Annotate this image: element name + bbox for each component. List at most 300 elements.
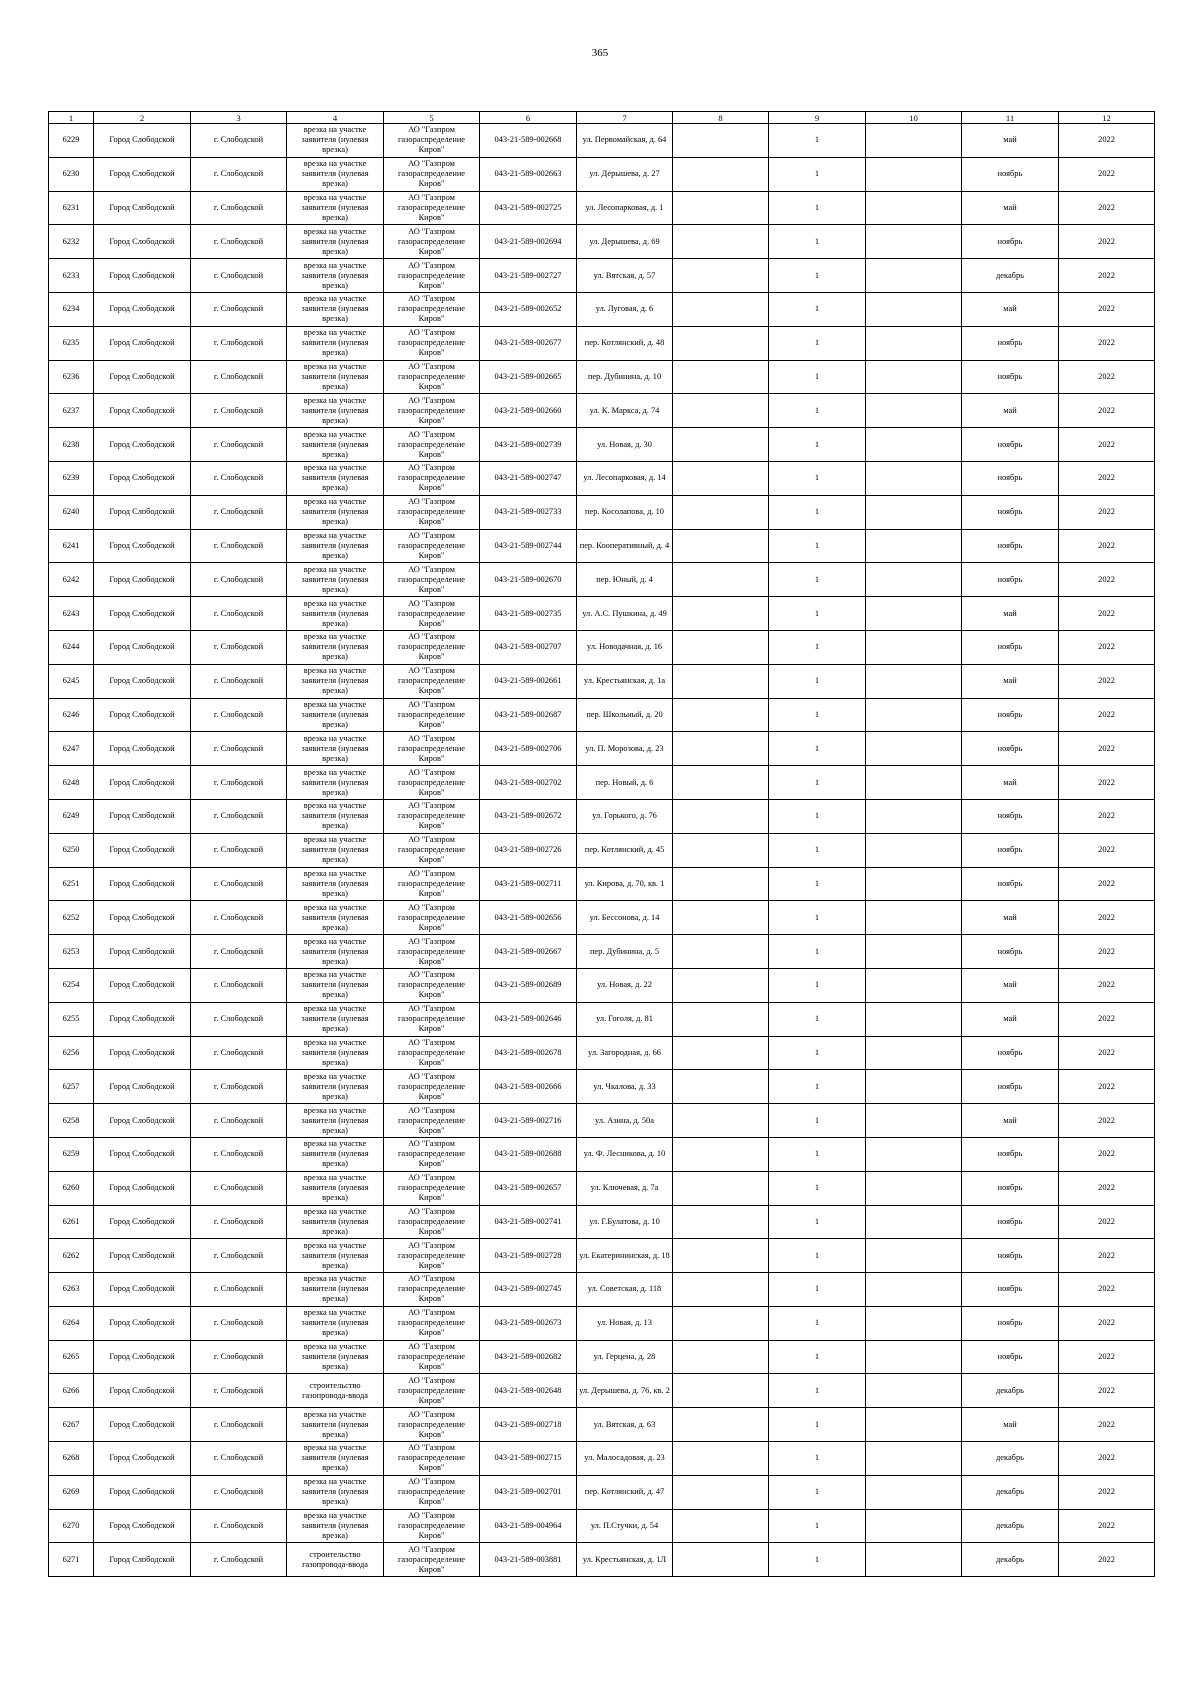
quantity-cell: 1 bbox=[769, 529, 866, 563]
municipality-cell: Город Слободской bbox=[94, 1239, 191, 1273]
row-number: 6260 bbox=[49, 1171, 94, 1205]
row-number: 6229 bbox=[49, 124, 94, 158]
column-10-cell bbox=[866, 428, 962, 462]
quantity-cell: 1 bbox=[769, 867, 866, 901]
column-8-cell bbox=[673, 495, 769, 529]
column-header: 5 bbox=[384, 112, 480, 124]
locality-cell: г. Слободской bbox=[191, 292, 287, 326]
locality-cell: г. Слободской bbox=[191, 191, 287, 225]
column-header: 6 bbox=[480, 112, 577, 124]
month-cell: ноябрь bbox=[962, 833, 1059, 867]
month-cell: декабрь bbox=[962, 1509, 1059, 1543]
work-type-cell: врезка на участке заявителя (нулевая врезка) bbox=[287, 225, 384, 259]
municipality-cell: Город Слободской bbox=[94, 935, 191, 969]
table-row bbox=[49, 529, 1155, 563]
locality-cell: г. Слободской bbox=[191, 732, 287, 766]
address-cell: ул. П.Стучки, д. 54 bbox=[577, 1509, 673, 1543]
column-8-cell bbox=[673, 1171, 769, 1205]
quantity-cell: 1 bbox=[769, 901, 866, 935]
code-cell: 043-21-589-002678 bbox=[480, 1036, 577, 1070]
work-type-cell: строительство газопровода-ввода bbox=[287, 1374, 384, 1408]
address-cell: ул. Кирова, д. 70, кв. 1 bbox=[577, 867, 673, 901]
row-number: 6268 bbox=[49, 1442, 94, 1476]
column-10-cell bbox=[866, 664, 962, 698]
column-10-cell bbox=[866, 833, 962, 867]
year-cell: 2022 bbox=[1059, 292, 1155, 326]
work-type-cell: врезка на участке заявителя (нулевая врезка) bbox=[287, 292, 384, 326]
column-10-cell bbox=[866, 360, 962, 394]
quantity-cell: 1 bbox=[769, 157, 866, 191]
locality-cell: г. Слободской bbox=[191, 935, 287, 969]
locality-cell: г. Слободской bbox=[191, 259, 287, 293]
address-cell: ул. Новая, д. 30 bbox=[577, 428, 673, 462]
column-8-cell bbox=[673, 394, 769, 428]
row-number: 6244 bbox=[49, 630, 94, 664]
municipality-cell: Город Слободской bbox=[94, 1036, 191, 1070]
code-cell: 043-21-589-002670 bbox=[480, 563, 577, 597]
code-cell: 043-21-589-002677 bbox=[480, 326, 577, 360]
row-number: 6270 bbox=[49, 1509, 94, 1543]
address-cell: ул. А.С. Пушкина, д. 49 bbox=[577, 597, 673, 631]
year-cell: 2022 bbox=[1059, 968, 1155, 1002]
year-cell: 2022 bbox=[1059, 732, 1155, 766]
table-row bbox=[49, 1104, 1155, 1138]
municipality-cell: Город Слободской bbox=[94, 1171, 191, 1205]
column-8-cell bbox=[673, 901, 769, 935]
quantity-cell: 1 bbox=[769, 225, 866, 259]
organization-cell: АО "Газпром газораспределение Киров" bbox=[384, 698, 480, 732]
quantity-cell: 1 bbox=[769, 1205, 866, 1239]
municipality-cell: Город Слободской bbox=[94, 292, 191, 326]
quantity-cell: 1 bbox=[769, 124, 866, 158]
month-cell: ноябрь bbox=[962, 157, 1059, 191]
year-cell: 2022 bbox=[1059, 664, 1155, 698]
organization-cell: АО "Газпром газораспределение Киров" bbox=[384, 360, 480, 394]
code-cell: 043-21-589-002725 bbox=[480, 191, 577, 225]
month-cell: декабрь bbox=[962, 1442, 1059, 1476]
work-type-cell: врезка на участке заявителя (нулевая врезка) bbox=[287, 698, 384, 732]
column-8-cell bbox=[673, 867, 769, 901]
quantity-cell: 1 bbox=[769, 1306, 866, 1340]
column-8-cell bbox=[673, 326, 769, 360]
municipality-cell: Город Слободской bbox=[94, 1509, 191, 1543]
address-cell: ул. Ключевая, д. 7а bbox=[577, 1171, 673, 1205]
month-cell: май bbox=[962, 968, 1059, 1002]
column-8-cell bbox=[673, 124, 769, 158]
code-cell: 043-21-589-002728 bbox=[480, 1239, 577, 1273]
row-number: 6271 bbox=[49, 1543, 94, 1577]
address-cell: ул. Малосадовая, д. 23 bbox=[577, 1442, 673, 1476]
code-cell: 043-21-589-002707 bbox=[480, 630, 577, 664]
header-row bbox=[49, 112, 1155, 124]
code-cell: 043-21-589-002688 bbox=[480, 1137, 577, 1171]
row-number: 6254 bbox=[49, 968, 94, 1002]
work-type-cell: врезка на участке заявителя (нулевая врезка) bbox=[287, 766, 384, 800]
row-number: 6245 bbox=[49, 664, 94, 698]
column-10-cell bbox=[866, 563, 962, 597]
column-10-cell bbox=[866, 1475, 962, 1509]
column-8-cell bbox=[673, 1002, 769, 1036]
locality-cell: г. Слободской bbox=[191, 664, 287, 698]
quantity-cell: 1 bbox=[769, 833, 866, 867]
address-cell: ул. К. Маркса, д. 74 bbox=[577, 394, 673, 428]
table-row bbox=[49, 1306, 1155, 1340]
municipality-cell: Город Слободской bbox=[94, 664, 191, 698]
organization-cell: АО "Газпром газораспределение Киров" bbox=[384, 732, 480, 766]
municipality-cell: Город Слободской bbox=[94, 597, 191, 631]
quantity-cell: 1 bbox=[769, 968, 866, 1002]
municipality-cell: Город Слободской bbox=[94, 1408, 191, 1442]
column-8-cell bbox=[673, 698, 769, 732]
organization-cell: АО "Газпром газораспределение Киров" bbox=[384, 225, 480, 259]
column-10-cell bbox=[866, 935, 962, 969]
locality-cell: г. Слободской bbox=[191, 766, 287, 800]
month-cell: декабрь bbox=[962, 1374, 1059, 1408]
quantity-cell: 1 bbox=[769, 1543, 866, 1577]
column-8-cell bbox=[673, 1340, 769, 1374]
table-row bbox=[49, 394, 1155, 428]
address-cell: ул. Загородная, д. 66 bbox=[577, 1036, 673, 1070]
locality-cell: г. Слободской bbox=[191, 1543, 287, 1577]
year-cell: 2022 bbox=[1059, 360, 1155, 394]
month-cell: ноябрь bbox=[962, 1205, 1059, 1239]
organization-cell: АО "Газпром газораспределение Киров" bbox=[384, 1104, 480, 1138]
organization-cell: АО "Газпром газораспределение Киров" bbox=[384, 1442, 480, 1476]
row-number: 6235 bbox=[49, 326, 94, 360]
code-cell: 043-21-589-002702 bbox=[480, 766, 577, 800]
column-10-cell bbox=[866, 157, 962, 191]
year-cell: 2022 bbox=[1059, 529, 1155, 563]
year-cell: 2022 bbox=[1059, 1306, 1155, 1340]
municipality-cell: Город Слободской bbox=[94, 766, 191, 800]
organization-cell: АО "Газпром газораспределение Киров" bbox=[384, 1408, 480, 1442]
row-number: 6247 bbox=[49, 732, 94, 766]
code-cell: 043-21-589-002682 bbox=[480, 1340, 577, 1374]
organization-cell: АО "Газпром газораспределение Киров" bbox=[384, 1543, 480, 1577]
locality-cell: г. Слободской bbox=[191, 901, 287, 935]
locality-cell: г. Слободской bbox=[191, 1002, 287, 1036]
column-10-cell bbox=[866, 1408, 962, 1442]
quantity-cell: 1 bbox=[769, 326, 866, 360]
address-cell: ул. Г.Булатова, д. 10 bbox=[577, 1205, 673, 1239]
table-row bbox=[49, 124, 1155, 158]
municipality-cell: Город Слободской bbox=[94, 1137, 191, 1171]
column-8-cell bbox=[673, 461, 769, 495]
organization-cell: АО "Газпром газораспределение Киров" bbox=[384, 1273, 480, 1307]
row-number: 6255 bbox=[49, 1002, 94, 1036]
column-10-cell bbox=[866, 1104, 962, 1138]
code-cell: 043-21-589-002652 bbox=[480, 292, 577, 326]
locality-cell: г. Слободской bbox=[191, 1408, 287, 1442]
column-10-cell bbox=[866, 1442, 962, 1476]
address-cell: ул. Крестьянская, д. 1а bbox=[577, 664, 673, 698]
column-8-cell bbox=[673, 1205, 769, 1239]
locality-cell: г. Слободской bbox=[191, 1205, 287, 1239]
month-cell: декабрь bbox=[962, 1543, 1059, 1577]
year-cell: 2022 bbox=[1059, 124, 1155, 158]
municipality-cell: Город Слободской bbox=[94, 461, 191, 495]
month-cell: май bbox=[962, 1408, 1059, 1442]
column-10-cell bbox=[866, 529, 962, 563]
organization-cell: АО "Газпром газораспределение Киров" bbox=[384, 1205, 480, 1239]
code-cell: 043-21-589-002687 bbox=[480, 698, 577, 732]
year-cell: 2022 bbox=[1059, 428, 1155, 462]
address-cell: пер. Котлянский, д. 48 bbox=[577, 326, 673, 360]
code-cell: 043-21-589-002665 bbox=[480, 360, 577, 394]
column-10-cell bbox=[866, 495, 962, 529]
code-cell: 043-21-589-002741 bbox=[480, 1205, 577, 1239]
address-cell: ул. Новодачная, д. 16 bbox=[577, 630, 673, 664]
code-cell: 043-21-589-002727 bbox=[480, 259, 577, 293]
quantity-cell: 1 bbox=[769, 732, 866, 766]
work-type-cell: врезка на участке заявителя (нулевая врезка) bbox=[287, 901, 384, 935]
column-header: 10 bbox=[866, 112, 962, 124]
table-row bbox=[49, 225, 1155, 259]
column-10-cell bbox=[866, 326, 962, 360]
column-8-cell bbox=[673, 529, 769, 563]
month-cell: ноябрь bbox=[962, 428, 1059, 462]
year-cell: 2022 bbox=[1059, 597, 1155, 631]
quantity-cell: 1 bbox=[769, 1070, 866, 1104]
table-row bbox=[49, 1273, 1155, 1307]
month-cell: декабрь bbox=[962, 1475, 1059, 1509]
column-8-cell bbox=[673, 630, 769, 664]
code-cell: 043-21-589-002667 bbox=[480, 935, 577, 969]
code-cell: 043-21-589-002648 bbox=[480, 1374, 577, 1408]
municipality-cell: Город Слободской bbox=[94, 529, 191, 563]
month-cell: ноябрь bbox=[962, 360, 1059, 394]
table-row bbox=[49, 1475, 1155, 1509]
work-type-cell: врезка на участке заявителя (нулевая врезка) bbox=[287, 157, 384, 191]
column-8-cell bbox=[673, 1306, 769, 1340]
quantity-cell: 1 bbox=[769, 630, 866, 664]
row-number: 6232 bbox=[49, 225, 94, 259]
column-header: 2 bbox=[94, 112, 191, 124]
row-number: 6263 bbox=[49, 1273, 94, 1307]
municipality-cell: Город Слободской bbox=[94, 1306, 191, 1340]
column-10-cell bbox=[866, 191, 962, 225]
address-cell: ул. Дерышева, д. 69 bbox=[577, 225, 673, 259]
column-8-cell bbox=[673, 1104, 769, 1138]
work-type-cell: врезка на участке заявителя (нулевая врезка) bbox=[287, 124, 384, 158]
work-type-cell: врезка на участке заявителя (нулевая врезка) bbox=[287, 326, 384, 360]
year-cell: 2022 bbox=[1059, 1036, 1155, 1070]
organization-cell: АО "Газпром газораспределение Киров" bbox=[384, 124, 480, 158]
organization-cell: АО "Газпром газораспределение Киров" bbox=[384, 1374, 480, 1408]
column-10-cell bbox=[866, 1273, 962, 1307]
row-number: 6248 bbox=[49, 766, 94, 800]
column-header: 9 bbox=[769, 112, 866, 124]
month-cell: май bbox=[962, 766, 1059, 800]
year-cell: 2022 bbox=[1059, 1340, 1155, 1374]
locality-cell: г. Слободской bbox=[191, 428, 287, 462]
locality-cell: г. Слободской bbox=[191, 630, 287, 664]
table-row bbox=[49, 461, 1155, 495]
data-table bbox=[48, 111, 1155, 1577]
column-header: 4 bbox=[287, 112, 384, 124]
quantity-cell: 1 bbox=[769, 1408, 866, 1442]
month-cell: май bbox=[962, 901, 1059, 935]
municipality-cell: Город Слободской bbox=[94, 124, 191, 158]
row-number: 6241 bbox=[49, 529, 94, 563]
code-cell: 043-21-589-002673 bbox=[480, 1306, 577, 1340]
month-cell: ноябрь bbox=[962, 1340, 1059, 1374]
quantity-cell: 1 bbox=[769, 563, 866, 597]
municipality-cell: Город Слободской bbox=[94, 191, 191, 225]
code-cell: 043-21-589-002706 bbox=[480, 732, 577, 766]
row-number: 6242 bbox=[49, 563, 94, 597]
column-8-cell bbox=[673, 1239, 769, 1273]
year-cell: 2022 bbox=[1059, 191, 1155, 225]
organization-cell: АО "Газпром газораспределение Киров" bbox=[384, 326, 480, 360]
month-cell: ноябрь bbox=[962, 225, 1059, 259]
column-10-cell bbox=[866, 1340, 962, 1374]
column-8-cell bbox=[673, 1475, 769, 1509]
column-10-cell bbox=[866, 1306, 962, 1340]
locality-cell: г. Слободской bbox=[191, 225, 287, 259]
work-type-cell: врезка на участке заявителя (нулевая врезка) bbox=[287, 1273, 384, 1307]
table-row bbox=[49, 1205, 1155, 1239]
code-cell: 043-21-589-002718 bbox=[480, 1408, 577, 1442]
locality-cell: г. Слободской bbox=[191, 968, 287, 1002]
work-type-cell: врезка на участке заявителя (нулевая врезка) bbox=[287, 664, 384, 698]
code-cell: 043-21-589-002745 bbox=[480, 1273, 577, 1307]
column-10-cell bbox=[866, 1137, 962, 1171]
column-8-cell bbox=[673, 597, 769, 631]
work-type-cell: врезка на участке заявителя (нулевая врезка) bbox=[287, 259, 384, 293]
month-cell: май bbox=[962, 191, 1059, 225]
row-number: 6230 bbox=[49, 157, 94, 191]
work-type-cell: врезка на участке заявителя (нулевая врезка) bbox=[287, 1475, 384, 1509]
column-header: 3 bbox=[191, 112, 287, 124]
month-cell: ноябрь bbox=[962, 867, 1059, 901]
year-cell: 2022 bbox=[1059, 1002, 1155, 1036]
municipality-cell: Город Слободской bbox=[94, 867, 191, 901]
organization-cell: АО "Газпром газораспределение Киров" bbox=[384, 495, 480, 529]
address-cell: ул. Вятская, д. 57 bbox=[577, 259, 673, 293]
table-row bbox=[49, 1002, 1155, 1036]
work-type-cell: врезка на участке заявителя (нулевая врезка) bbox=[287, 630, 384, 664]
address-cell: ул. Ф. Лесникова, д. 10 bbox=[577, 1137, 673, 1171]
code-cell: 043-21-589-002711 bbox=[480, 867, 577, 901]
address-cell: ул. Первомайская, д. 64 bbox=[577, 124, 673, 158]
quantity-cell: 1 bbox=[769, 394, 866, 428]
organization-cell: АО "Газпром газораспределение Киров" bbox=[384, 292, 480, 326]
column-10-cell bbox=[866, 901, 962, 935]
column-8-cell bbox=[673, 1442, 769, 1476]
year-cell: 2022 bbox=[1059, 935, 1155, 969]
code-cell: 043-21-589-002661 bbox=[480, 664, 577, 698]
locality-cell: г. Слободской bbox=[191, 698, 287, 732]
code-cell: 043-21-589-002666 bbox=[480, 1070, 577, 1104]
column-10-cell bbox=[866, 799, 962, 833]
table-row bbox=[49, 1340, 1155, 1374]
column-10-cell bbox=[866, 124, 962, 158]
row-number: 6259 bbox=[49, 1137, 94, 1171]
locality-cell: г. Слободской bbox=[191, 1340, 287, 1374]
page-number: 365 bbox=[591, 47, 609, 59]
quantity-cell: 1 bbox=[769, 428, 866, 462]
year-cell: 2022 bbox=[1059, 630, 1155, 664]
locality-cell: г. Слободской bbox=[191, 1442, 287, 1476]
work-type-cell: врезка на участке заявителя (нулевая врезка) bbox=[287, 360, 384, 394]
table-row bbox=[49, 1171, 1155, 1205]
column-header: 12 bbox=[1059, 112, 1155, 124]
year-cell: 2022 bbox=[1059, 1171, 1155, 1205]
organization-cell: АО "Газпром газораспределение Киров" bbox=[384, 766, 480, 800]
address-cell: ул. Чкалова, д. 33 bbox=[577, 1070, 673, 1104]
row-number: 6265 bbox=[49, 1340, 94, 1374]
month-cell: ноябрь bbox=[962, 563, 1059, 597]
year-cell: 2022 bbox=[1059, 563, 1155, 597]
quantity-cell: 1 bbox=[769, 766, 866, 800]
table-row bbox=[49, 259, 1155, 293]
organization-cell: АО "Газпром газораспределение Киров" bbox=[384, 529, 480, 563]
column-8-cell bbox=[673, 157, 769, 191]
address-cell: пер. Юный, д. 4 bbox=[577, 563, 673, 597]
locality-cell: г. Слободской bbox=[191, 597, 287, 631]
locality-cell: г. Слободской bbox=[191, 1070, 287, 1104]
address-cell: пер. Косолапова, д. 10 bbox=[577, 495, 673, 529]
work-type-cell: врезка на участке заявителя (нулевая врезка) bbox=[287, 1509, 384, 1543]
table-row bbox=[49, 1543, 1155, 1577]
organization-cell: АО "Газпром газораспределение Киров" bbox=[384, 1239, 480, 1273]
row-number: 6236 bbox=[49, 360, 94, 394]
address-cell: ул. Вятская, д. 63 bbox=[577, 1408, 673, 1442]
locality-cell: г. Слободской bbox=[191, 1036, 287, 1070]
year-cell: 2022 bbox=[1059, 259, 1155, 293]
year-cell: 2022 bbox=[1059, 1442, 1155, 1476]
work-type-cell: врезка на участке заявителя (нулевая врезка) bbox=[287, 495, 384, 529]
column-10-cell bbox=[866, 1070, 962, 1104]
address-cell: ул. Советская, д. 118 bbox=[577, 1273, 673, 1307]
work-type-cell: врезка на участке заявителя (нулевая врезка) bbox=[287, 1171, 384, 1205]
work-type-cell: врезка на участке заявителя (нулевая врезка) bbox=[287, 428, 384, 462]
municipality-cell: Город Слободской bbox=[94, 799, 191, 833]
address-cell: ул. Лесопарковая, д. 14 bbox=[577, 461, 673, 495]
locality-cell: г. Слободской bbox=[191, 1273, 287, 1307]
quantity-cell: 1 bbox=[769, 1036, 866, 1070]
code-cell: 043-21-589-002672 bbox=[480, 799, 577, 833]
address-cell: ул. Гоголя, д. 81 bbox=[577, 1002, 673, 1036]
column-8-cell bbox=[673, 1509, 769, 1543]
year-cell: 2022 bbox=[1059, 698, 1155, 732]
locality-cell: г. Слободской bbox=[191, 529, 287, 563]
address-cell: ул. П. Морозова, д. 23 bbox=[577, 732, 673, 766]
column-10-cell bbox=[866, 1002, 962, 1036]
address-cell: пер. Дубинина, д. 10 bbox=[577, 360, 673, 394]
work-type-cell: врезка на участке заявителя (нулевая врезка) bbox=[287, 461, 384, 495]
row-number: 6267 bbox=[49, 1408, 94, 1442]
organization-cell: АО "Газпром газораспределение Киров" bbox=[384, 1171, 480, 1205]
year-cell: 2022 bbox=[1059, 461, 1155, 495]
municipality-cell: Город Слободской bbox=[94, 1273, 191, 1307]
table-row bbox=[49, 901, 1155, 935]
work-type-cell: врезка на участке заявителя (нулевая врезка) bbox=[287, 799, 384, 833]
table-row bbox=[49, 698, 1155, 732]
organization-cell: АО "Газпром газораспределение Киров" bbox=[384, 833, 480, 867]
organization-cell: АО "Газпром газораспределение Киров" bbox=[384, 799, 480, 833]
table-row bbox=[49, 1374, 1155, 1408]
column-10-cell bbox=[866, 1543, 962, 1577]
quantity-cell: 1 bbox=[769, 292, 866, 326]
work-type-cell: врезка на участке заявителя (нулевая врезка) bbox=[287, 1306, 384, 1340]
work-type-cell: врезка на участке заявителя (нулевая врезка) bbox=[287, 563, 384, 597]
table-row bbox=[49, 1408, 1155, 1442]
column-header: 1 bbox=[49, 112, 94, 124]
work-type-cell: врезка на участке заявителя (нулевая врезка) bbox=[287, 597, 384, 631]
quantity-cell: 1 bbox=[769, 360, 866, 394]
